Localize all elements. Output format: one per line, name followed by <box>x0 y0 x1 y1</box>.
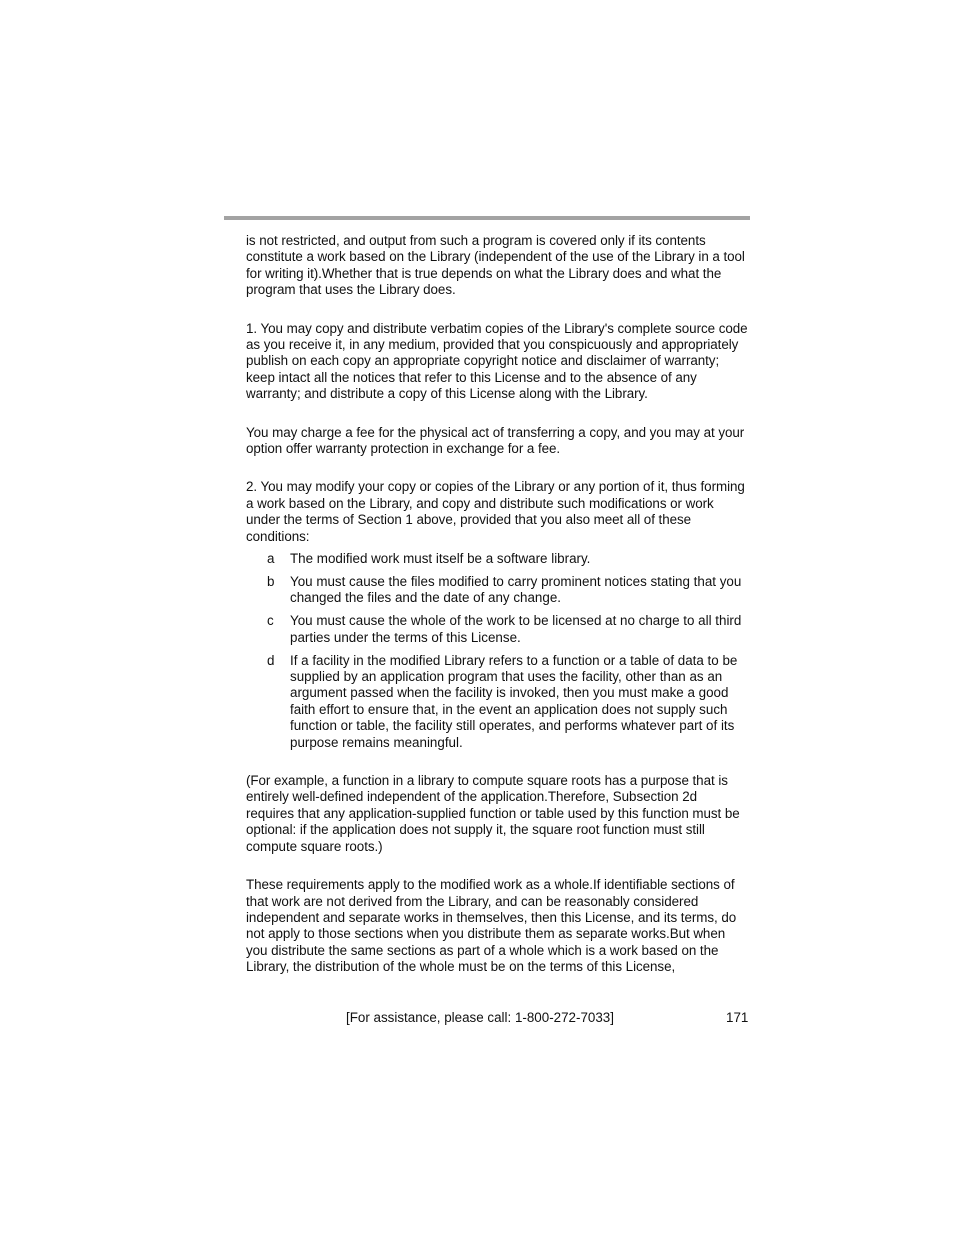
list-item <box>246 653 748 751</box>
page-body <box>246 233 748 976</box>
paragraph-continuation: is not restricted, and output from such a program is covered only if its contents constitute a work based on the Library (independent of the use of the Library in a tool for writing it).Whether that is true depends on what the Library does and what the program that uses the Library does. <box>246 233 745 298</box>
list-marker: b <box>267 574 275 589</box>
list-item-text: You must cause the files modified to carry prominent notices stating that you changed the files and the date of any change. <box>290 574 742 606</box>
header-rule <box>224 216 750 220</box>
list-item-text: You must cause the whole of the work to be licensed at no charge to all third parties under the terms of this License. <box>290 613 742 645</box>
paragraph-requirements: These requirements apply to the modified work as a whole.If identifiable sections of that work are not derived from the Library, and can be reasonably considered independent and separate works in themselves, then this License, and its terms, do not apply to those sections when you distribute them as separate works.But when you distribute the same sections as part of a whole which is a work based on the Library, the distribution of the whole must be on the terms of this License, <box>246 877 737 975</box>
list-item <box>246 574 748 607</box>
list-item-text: The modified work must itself be a software library. <box>290 551 591 567</box>
list-item-text: If a facility in the modified Library refers to a function or a table of data to be supplied by an application program that uses the facility, other than as an argument passed when the facility is invoked, then you must make a good faith effort to ensure that, in the event an application does not supply such function or table, the facility still operates, and performs whatever part of its purpose remains meaningful. <box>290 652 738 750</box>
list-item <box>246 613 748 646</box>
paragraph-section-2: 2. You may modify your copy or copies of the Library or any portion of it, thus forming a work based on the Library, and copy and distribute such modifications or work under the terms of Section 1 above, provided that you also meet all of these conditions: <box>246 479 745 544</box>
list-item <box>246 551 748 567</box>
list-marker: c <box>267 613 274 629</box>
paragraph-section-1: 1. You may copy and distribute verbatim copies of the Library's complete source code as you receive it, in any medium, provided that you conspicuously and appropriately publish on each copy an appropriate copyright notice and disclaimer of warranty; keep intact all the notices that refer to this License and to the absence of any warranty; and distribute a copy of this License along with the Library. <box>246 320 748 402</box>
paragraph-example: (For example, a function in a library to compute square roots has a purpose that is entirely well-defined independent of the application.Therefore, Subsection 2d requires that any application-supplied function or table used by this function must be optional: if the application does not supply it, the square root function must still compute square roots.) <box>246 773 740 854</box>
page-number: 171 <box>726 1010 749 1025</box>
list-marker: d <box>267 652 275 668</box>
list-marker: a <box>267 551 275 567</box>
paragraph-fee: You may charge a fee for the physical act of transferring a copy, and you may at your option offer warranty protection in exchange for a fee. <box>246 424 745 457</box>
footer-assistance: [For assistance, please call: 1-800-272-7033] <box>346 1010 614 1025</box>
conditions-list <box>246 551 748 751</box>
